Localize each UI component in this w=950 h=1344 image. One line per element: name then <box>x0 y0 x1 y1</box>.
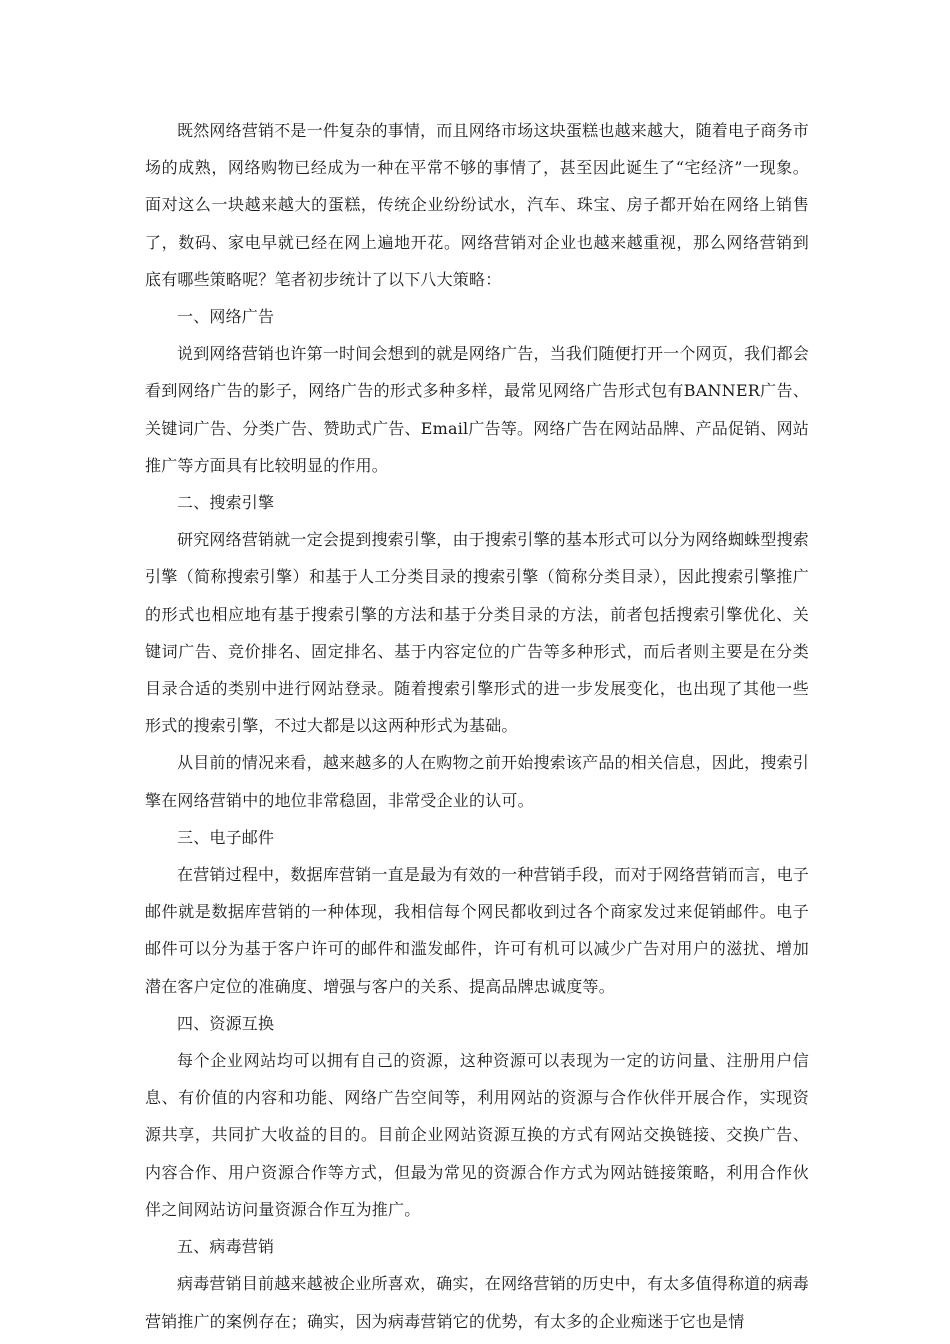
intro-paragraph: 既然网络营销不是一件复杂的事情，而且网络市场这块蛋糕也越来越大，随着电子商务市场的成熟，网络购物已经成为一种在平常不够的事情了，甚至因此诞生了“宅经济”一现象。面对这么一块越来越大的蛋糕，传统企业纷纷试水，汽车、珠宝、房子都开始在网络上销售了，数码、家电早就已经在网上遍地开花。网络营销对企业也越来越重视，那么网络营销到底有哪些策略呢？笔者初步统计了以下八大策略： <box>145 121 809 289</box>
paragraph-viral-marketing: 病毒营销目前越来越被企业所喜欢，确实，在网络营销的历史中，有太多值得称道的病毒营销推广的案例存在；确实，因为病毒营销它的优势，有太多的企业痴迷于它也是情 <box>145 1274 809 1331</box>
section-heading-online-ads: 一、网络广告 <box>177 307 275 327</box>
section-heading-email: 三、电子邮件 <box>177 827 275 847</box>
section-heading-search-engine: 二、搜索引擎 <box>177 493 275 513</box>
paragraph-email: 在营销过程中，数据库营销一直是最为有效的一种营销手段，而对于网络营销而言，电子邮件就是数据库营销的一种体现，我相信每个网民都收到过各个商家发过来促销邮件。电子邮件可以分为基于客户许可的邮件和滥发邮件，许可有机可以减少广告对用户的滋扰、增加潜在客户定位的准确度、增强与客户的关系、提高品牌忠诚度等。 <box>145 865 809 996</box>
paragraph-search-engine-2: 从目前的情况来看，越来越多的人在购物之前开始搜索该产品的相关信息，因此，搜索引擎在网络营销中的地位非常稳固，非常受企业的认可。 <box>145 753 809 810</box>
document-page <box>145 112 809 1340</box>
section-heading-viral-marketing: 五、病毒营销 <box>177 1237 275 1257</box>
paragraph-online-ads: 说到网络营销也许第一时间会想到的就是网络广告，当我们随便打开一个网页，我们都会看到网络广告的影子，网络广告的形式多种多样，最常见网络广告形式包有BANNER广告、关键词广告、分类广告、赞助式广告、Email广告等。网络广告在网站品牌、产品促销、网站推广等方面具有比较明显的作用。 <box>145 344 809 475</box>
section-heading-resource-exchange: 四、资源互换 <box>177 1013 275 1033</box>
paragraph-search-engine: 研究网络营销就一定会提到搜索引擎，由于搜索引擎的基本形式可以分为网络蜘蛛型搜索引擎（简称搜索引擎）和基于人工分类目录的搜索引擎（简称分类目录），因此搜索引擎推广的形式也相应地有基于搜索引擎的方法和基于分类目录的方法，前者包括搜索引擎优化、关键词广告、竞价排名、固定排名、基于内容定位的广告等多种形式，而后者则主要是在分类目录合适的类别中进行网站登录。随着搜索引擎形式的进一步发展变化，也出现了其他一些形式的搜索引擎，不过大都是以这两种形式为基础。 <box>145 530 809 736</box>
paragraph-resource-exchange: 每个企业网站均可以拥有自己的资源，这种资源可以表现为一定的访问量、注册用户信息、有价值的内容和功能、网络广告空间等，利用网站的资源与合作伙伴开展合作，实现资源共享，共同扩大收益的目的。目前企业网站资源互换的方式有网站交换链接、交换广告、内容合作、用户资源合作等方式，但最为常见的资源合作方式为网站链接策略，利用合作伙伴之间网站访问量资源合作互为推广。 <box>145 1051 809 1219</box>
